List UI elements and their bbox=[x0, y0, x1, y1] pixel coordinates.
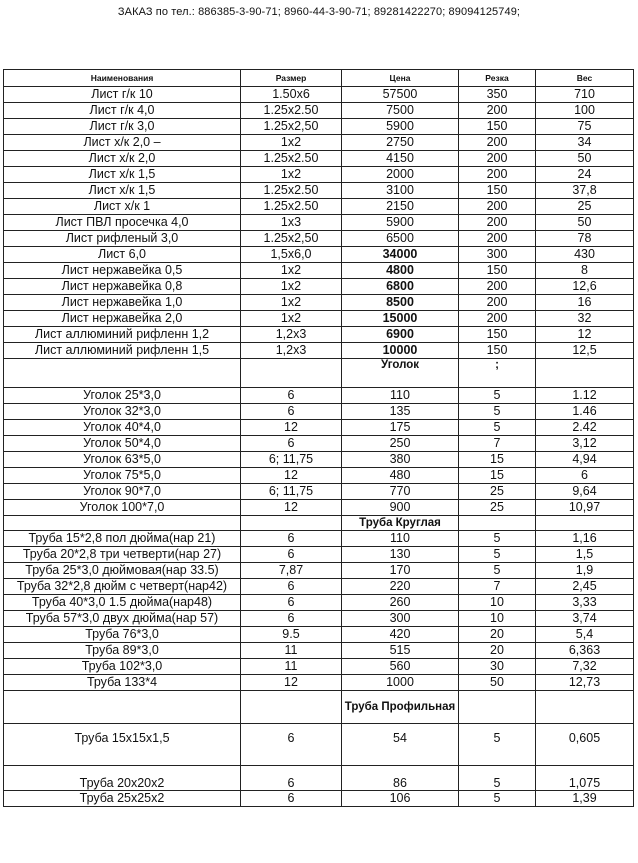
item-price: 6500 bbox=[342, 231, 459, 247]
item-size: 1х2 bbox=[241, 279, 342, 295]
item-cutting: 200 bbox=[459, 295, 536, 311]
item-price: 900 bbox=[342, 500, 459, 516]
item-cutting: 200 bbox=[459, 199, 536, 215]
item-weight: 430 bbox=[536, 247, 634, 263]
item-cutting: 25 bbox=[459, 500, 536, 516]
table-row bbox=[4, 167, 634, 183]
item-cutting: 150 bbox=[459, 327, 536, 343]
item-name: Уголок 50*4,0 bbox=[4, 436, 241, 452]
item-weight: 78 bbox=[536, 231, 634, 247]
item-cutting: 200 bbox=[459, 231, 536, 247]
item-cutting: 10 bbox=[459, 595, 536, 611]
item-cutting: 15 bbox=[459, 452, 536, 468]
item-name: Лист рифленый 3,0 bbox=[4, 231, 241, 247]
item-size: 1.25х2.50 bbox=[241, 151, 342, 167]
section-title: Труба Профильная bbox=[342, 691, 459, 724]
item-price: 110 bbox=[342, 388, 459, 404]
table-row bbox=[4, 247, 634, 263]
section-header-row bbox=[4, 516, 634, 531]
item-name: Уголок 100*7,0 bbox=[4, 500, 241, 516]
table-row bbox=[4, 231, 634, 247]
item-weight: 5,4 bbox=[536, 627, 634, 643]
section-cell-extra bbox=[459, 691, 536, 724]
item-weight: 24 bbox=[536, 167, 634, 183]
item-size: 6 bbox=[241, 531, 342, 547]
table-row bbox=[4, 420, 634, 436]
item-price: 2750 bbox=[342, 135, 459, 151]
item-cutting: 200 bbox=[459, 167, 536, 183]
item-price: 300 bbox=[342, 611, 459, 627]
section-header-row bbox=[4, 691, 634, 724]
section-cell-extra bbox=[459, 516, 536, 531]
item-weight: 2,45 bbox=[536, 579, 634, 595]
item-price: 2000 bbox=[342, 167, 459, 183]
item-name: Лист х/к 2,0 bbox=[4, 151, 241, 167]
item-name: Лист ПВЛ просечка 4,0 bbox=[4, 215, 241, 231]
item-price: 260 bbox=[342, 595, 459, 611]
section-title: Труба Круглая bbox=[342, 516, 459, 531]
item-name: Уголок 90*7,0 bbox=[4, 484, 241, 500]
item-price: 515 bbox=[342, 643, 459, 659]
item-weight: 16 bbox=[536, 295, 634, 311]
item-cutting: 350 bbox=[459, 87, 536, 103]
item-size: 6 bbox=[241, 388, 342, 404]
table-row bbox=[4, 627, 634, 643]
item-size: 6 bbox=[241, 436, 342, 452]
item-size: 1.25х2.50 bbox=[241, 103, 342, 119]
item-cutting: 7 bbox=[459, 579, 536, 595]
item-size: 6 bbox=[241, 404, 342, 420]
item-size: 1,5х6,0 bbox=[241, 247, 342, 263]
item-weight: 6,363 bbox=[536, 643, 634, 659]
item-price: 2150 bbox=[342, 199, 459, 215]
item-name: Труба 25х25х2 bbox=[4, 791, 241, 807]
item-size: 1х2 bbox=[241, 135, 342, 151]
item-name: Уголок 63*5,0 bbox=[4, 452, 241, 468]
item-price: 6800 bbox=[342, 279, 459, 295]
table-row bbox=[4, 183, 634, 199]
item-weight: 1,39 bbox=[536, 791, 634, 807]
item-weight: 25 bbox=[536, 199, 634, 215]
table-row bbox=[4, 311, 634, 327]
item-cutting: 5 bbox=[459, 563, 536, 579]
item-name: Труба 25*3,0 дюймовая(нар 33.5) bbox=[4, 563, 241, 579]
table-row bbox=[4, 215, 634, 231]
table-row bbox=[4, 87, 634, 103]
item-size: 12 bbox=[241, 500, 342, 516]
item-size: 12 bbox=[241, 675, 342, 691]
item-price: 7500 bbox=[342, 103, 459, 119]
item-cutting: 30 bbox=[459, 659, 536, 675]
section-cell-empty bbox=[241, 516, 342, 531]
item-price: 4800 bbox=[342, 263, 459, 279]
item-cutting: 150 bbox=[459, 119, 536, 135]
item-cutting: 150 bbox=[459, 343, 536, 359]
item-size: 1х3 bbox=[241, 215, 342, 231]
table-row bbox=[4, 579, 634, 595]
column-header-size: Размер bbox=[241, 70, 342, 87]
table-row bbox=[4, 404, 634, 420]
item-weight: 0,605 bbox=[536, 724, 634, 766]
item-cutting: 5 bbox=[459, 791, 536, 807]
section-cell-empty bbox=[241, 359, 342, 388]
item-name: Лист х/к 1,5 bbox=[4, 167, 241, 183]
item-weight: 32 bbox=[536, 311, 634, 327]
item-weight: 3,74 bbox=[536, 611, 634, 627]
item-price: 54 bbox=[342, 724, 459, 766]
item-size: 11 bbox=[241, 643, 342, 659]
table-row bbox=[4, 388, 634, 404]
item-size: 12 bbox=[241, 420, 342, 436]
table-row bbox=[4, 531, 634, 547]
item-price: 8500 bbox=[342, 295, 459, 311]
section-title: Уголок bbox=[342, 359, 459, 388]
table-row bbox=[4, 151, 634, 167]
item-name: Лист г/к 4,0 bbox=[4, 103, 241, 119]
item-name: Труба 20х20х2 bbox=[4, 766, 241, 791]
item-weight: 2.42 bbox=[536, 420, 634, 436]
item-size: 1,2х3 bbox=[241, 343, 342, 359]
item-name: Труба 76*3,0 bbox=[4, 627, 241, 643]
item-name: Лист нержавейка 2,0 bbox=[4, 311, 241, 327]
table-row bbox=[4, 724, 634, 766]
column-header-name: Наименования bbox=[4, 70, 241, 87]
item-price: 380 bbox=[342, 452, 459, 468]
item-weight: 1.46 bbox=[536, 404, 634, 420]
item-price: 34000 bbox=[342, 247, 459, 263]
item-price: 130 bbox=[342, 547, 459, 563]
order-phone-header: ЗАКАЗ по тел.: 886385-3-90-71; 8960-44-3-90-71; 89281422270; 89094125749; bbox=[117, 6, 521, 18]
price-table-body bbox=[4, 70, 634, 807]
table-row bbox=[4, 327, 634, 343]
item-weight: 50 bbox=[536, 151, 634, 167]
table-row bbox=[4, 343, 634, 359]
column-header-price: Цена bbox=[342, 70, 459, 87]
item-weight: 7,32 bbox=[536, 659, 634, 675]
item-name: Лист нержавейка 0,5 bbox=[4, 263, 241, 279]
item-name: Лист аллюминий рифленн 1,2 bbox=[4, 327, 241, 343]
item-cutting: 15 bbox=[459, 468, 536, 484]
item-price: 110 bbox=[342, 531, 459, 547]
item-weight: 3,12 bbox=[536, 436, 634, 452]
item-price: 57500 bbox=[342, 87, 459, 103]
item-weight: 6 bbox=[536, 468, 634, 484]
item-size: 6 bbox=[241, 724, 342, 766]
item-price: 5900 bbox=[342, 119, 459, 135]
table-row bbox=[4, 452, 634, 468]
item-size: 1.25х2.50 bbox=[241, 183, 342, 199]
item-weight: 12,6 bbox=[536, 279, 634, 295]
item-size: 1.25х2.50 bbox=[241, 199, 342, 215]
table-row bbox=[4, 643, 634, 659]
item-price: 250 bbox=[342, 436, 459, 452]
item-size: 1х2 bbox=[241, 167, 342, 183]
item-weight: 1.12 bbox=[536, 388, 634, 404]
item-weight: 75 bbox=[536, 119, 634, 135]
item-name: Лист х/к 1 bbox=[4, 199, 241, 215]
table-row bbox=[4, 199, 634, 215]
item-price: 560 bbox=[342, 659, 459, 675]
item-cutting: 20 bbox=[459, 643, 536, 659]
item-weight: 34 bbox=[536, 135, 634, 151]
item-size: 1.25х2,50 bbox=[241, 119, 342, 135]
item-cutting: 150 bbox=[459, 183, 536, 199]
table-row bbox=[4, 766, 634, 791]
item-name: Лист х/к 2,0 – bbox=[4, 135, 241, 151]
item-weight: 12,5 bbox=[536, 343, 634, 359]
item-name: Лист нержавейка 1,0 bbox=[4, 295, 241, 311]
table-row bbox=[4, 659, 634, 675]
item-cutting: 50 bbox=[459, 675, 536, 691]
item-cutting: 300 bbox=[459, 247, 536, 263]
item-name: Уголок 75*5,0 bbox=[4, 468, 241, 484]
item-name: Уголок 25*3,0 bbox=[4, 388, 241, 404]
item-weight: 12,73 bbox=[536, 675, 634, 691]
item-size: 6 bbox=[241, 611, 342, 627]
item-weight: 1,16 bbox=[536, 531, 634, 547]
item-weight: 12 bbox=[536, 327, 634, 343]
section-cell-empty bbox=[536, 516, 634, 531]
table-row bbox=[4, 611, 634, 627]
item-name: Труба 15х15х1,5 bbox=[4, 724, 241, 766]
item-name: Труба 57*3,0 двух дюйма(нар 57) bbox=[4, 611, 241, 627]
item-weight: 1,075 bbox=[536, 766, 634, 791]
item-cutting: 200 bbox=[459, 135, 536, 151]
item-cutting: 10 bbox=[459, 611, 536, 627]
item-weight: 1,9 bbox=[536, 563, 634, 579]
item-weight: 37,8 bbox=[536, 183, 634, 199]
item-cutting: 200 bbox=[459, 215, 536, 231]
item-price: 220 bbox=[342, 579, 459, 595]
item-weight: 9,64 bbox=[536, 484, 634, 500]
item-price: 770 bbox=[342, 484, 459, 500]
item-price: 4150 bbox=[342, 151, 459, 167]
table-row bbox=[4, 263, 634, 279]
item-cutting: 5 bbox=[459, 388, 536, 404]
item-name: Лист нержавейка 0,8 bbox=[4, 279, 241, 295]
item-price: 10000 bbox=[342, 343, 459, 359]
item-size: 1,2х3 bbox=[241, 327, 342, 343]
table-row bbox=[4, 675, 634, 691]
item-cutting: 5 bbox=[459, 547, 536, 563]
item-weight: 100 bbox=[536, 103, 634, 119]
item-name: Лист аллюминий рифленн 1,5 bbox=[4, 343, 241, 359]
table-row bbox=[4, 295, 634, 311]
item-cutting: 5 bbox=[459, 766, 536, 791]
item-price: 5900 bbox=[342, 215, 459, 231]
item-size: 6 bbox=[241, 791, 342, 807]
item-cutting: 20 bbox=[459, 627, 536, 643]
item-weight: 1,5 bbox=[536, 547, 634, 563]
item-size: 6 bbox=[241, 766, 342, 791]
item-cutting: 200 bbox=[459, 151, 536, 167]
item-name: Уголок 40*4,0 bbox=[4, 420, 241, 436]
table-row bbox=[4, 484, 634, 500]
item-size: 9.5 bbox=[241, 627, 342, 643]
table-row bbox=[4, 595, 634, 611]
section-cell-empty bbox=[4, 359, 241, 388]
item-size: 6; 11,75 bbox=[241, 452, 342, 468]
item-weight: 10,97 bbox=[536, 500, 634, 516]
item-size: 7,87 bbox=[241, 563, 342, 579]
table-row bbox=[4, 135, 634, 151]
item-cutting: 5 bbox=[459, 531, 536, 547]
table-row bbox=[4, 791, 634, 807]
table-row bbox=[4, 468, 634, 484]
table-row bbox=[4, 563, 634, 579]
column-header-cutting: Резка bbox=[459, 70, 536, 87]
item-size: 1.25х2,50 bbox=[241, 231, 342, 247]
item-name: Уголок 32*3,0 bbox=[4, 404, 241, 420]
table-row bbox=[4, 500, 634, 516]
section-cell-empty bbox=[4, 691, 241, 724]
item-cutting: 5 bbox=[459, 724, 536, 766]
item-weight: 710 bbox=[536, 87, 634, 103]
item-weight: 4,94 bbox=[536, 452, 634, 468]
item-price: 6900 bbox=[342, 327, 459, 343]
column-header-weight: Вес bbox=[536, 70, 634, 87]
item-price: 420 bbox=[342, 627, 459, 643]
item-price: 1000 bbox=[342, 675, 459, 691]
item-name: Труба 133*4 bbox=[4, 675, 241, 691]
item-weight: 8 bbox=[536, 263, 634, 279]
item-price: 15000 bbox=[342, 311, 459, 327]
section-cell-empty bbox=[241, 691, 342, 724]
item-cutting: 200 bbox=[459, 279, 536, 295]
item-price: 106 bbox=[342, 791, 459, 807]
item-price: 170 bbox=[342, 563, 459, 579]
price-table bbox=[3, 69, 634, 807]
item-name: Лист г/к 10 bbox=[4, 87, 241, 103]
item-cutting: 150 bbox=[459, 263, 536, 279]
item-size: 6; 11,75 bbox=[241, 484, 342, 500]
table-row bbox=[4, 436, 634, 452]
item-price: 480 bbox=[342, 468, 459, 484]
item-size: 11 bbox=[241, 659, 342, 675]
item-cutting: 5 bbox=[459, 420, 536, 436]
item-cutting: 7 bbox=[459, 436, 536, 452]
table-row bbox=[4, 547, 634, 563]
item-cutting: 200 bbox=[459, 103, 536, 119]
item-price: 3100 bbox=[342, 183, 459, 199]
item-price: 175 bbox=[342, 420, 459, 436]
item-size: 6 bbox=[241, 595, 342, 611]
section-header-row bbox=[4, 359, 634, 388]
item-name: Труба 89*3,0 bbox=[4, 643, 241, 659]
item-size: 6 bbox=[241, 579, 342, 595]
section-cell-empty bbox=[4, 516, 241, 531]
item-name: Лист 6,0 bbox=[4, 247, 241, 263]
item-cutting: 5 bbox=[459, 404, 536, 420]
section-cell-empty bbox=[536, 691, 634, 724]
item-cutting: 25 bbox=[459, 484, 536, 500]
item-name: Лист г/к 3,0 bbox=[4, 119, 241, 135]
table-row bbox=[4, 119, 634, 135]
item-size: 1.50х6 bbox=[241, 87, 342, 103]
item-name: Труба 15*2,8 пол дюйма(нар 21) bbox=[4, 531, 241, 547]
item-size: 1х2 bbox=[241, 295, 342, 311]
item-price: 135 bbox=[342, 404, 459, 420]
table-row bbox=[4, 279, 634, 295]
item-size: 12 bbox=[241, 468, 342, 484]
item-name: Труба 32*2,8 дюйм с четверт(нар42) bbox=[4, 579, 241, 595]
section-cell-extra: ; bbox=[459, 359, 536, 388]
item-cutting: 200 bbox=[459, 311, 536, 327]
item-size: 6 bbox=[241, 547, 342, 563]
item-weight: 3,33 bbox=[536, 595, 634, 611]
item-name: Труба 40*3,0 1.5 дюйма(нар48) bbox=[4, 595, 241, 611]
item-weight: 50 bbox=[536, 215, 634, 231]
item-price: 86 bbox=[342, 766, 459, 791]
table-row bbox=[4, 103, 634, 119]
item-name: Труба 20*2,8 три четверти(нар 27) bbox=[4, 547, 241, 563]
table-header-row bbox=[4, 70, 634, 87]
section-cell-empty bbox=[536, 359, 634, 388]
item-name: Лист х/к 1,5 bbox=[4, 183, 241, 199]
item-size: 1х2 bbox=[241, 311, 342, 327]
item-size: 1х2 bbox=[241, 263, 342, 279]
item-name: Труба 102*3,0 bbox=[4, 659, 241, 675]
